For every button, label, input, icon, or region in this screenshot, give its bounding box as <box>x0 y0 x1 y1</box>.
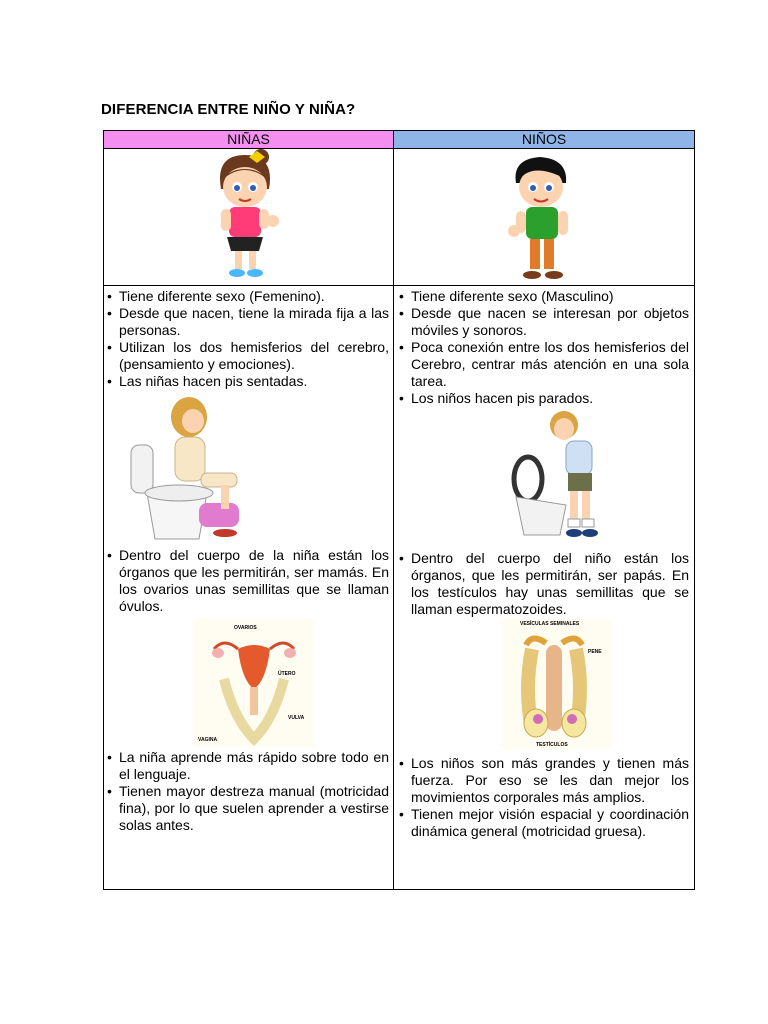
image-row-divider <box>104 285 694 286</box>
diagram-label-vulva: VULVA <box>288 715 305 721</box>
list-item: • Desde que nacen se interesan por objetos móviles y sonoros. <box>399 305 689 339</box>
diagram-label-ovaries: OVARIOS <box>234 625 257 631</box>
list-item: • Tienen mayor destreza manual (motricidad fina), por lo que suelen aprender a vestirse solas antes. <box>107 783 389 834</box>
list-item: • Tiene diferente sexo (Femenino). <box>107 288 389 305</box>
diagram-label-seminal-vesicles: VESÍCULAS SEMINALES <box>520 621 580 627</box>
comparison-table <box>103 130 695 890</box>
document-title: DIFERENCIA ENTRE NIÑO Y NIÑA? <box>101 101 356 118</box>
list-item: • Utilizan los dos hemisferios del cerebro, (pensamiento y emociones). <box>107 339 389 373</box>
girls-traits-block-1 <box>107 288 389 390</box>
girl-cartoon-illustration <box>199 149 295 285</box>
diagram-label-vagina: VAGINA <box>198 737 218 743</box>
list-item: • Los niños hacen pis parados. <box>399 390 689 407</box>
girls-traits-block-2 <box>107 547 389 615</box>
boy-cartoon-illustration <box>502 151 582 285</box>
list-item: • Tiene diferente sexo (Masculino) <box>399 288 689 305</box>
female-anatomy-diagram <box>194 619 314 747</box>
list-item: • Dentro del cuerpo del niño están los órganos, que les permitirán, ser papás. En los testículos hay unas semillitas que se llaman espermatozoides. <box>399 550 689 618</box>
column-divider <box>393 131 394 889</box>
boys-traits-block-3 <box>399 755 689 840</box>
list-item: • Poca conexión entre los dos hemisferios del Cerebro, centrar más atención en una sola tarea. <box>399 339 689 390</box>
list-item: • Los niños son más grandes y tienen más fuerza. Por eso se les dan mejor los movimientos corporales más amplios. <box>399 755 689 806</box>
girl-sitting-toilet-illustration <box>129 393 249 543</box>
diagram-label-penis: PENE <box>588 649 602 655</box>
girls-header: NIÑAS <box>104 131 393 148</box>
boys-traits-block-1 <box>399 288 689 407</box>
boy-standing-toilet-illustration <box>506 407 610 543</box>
boys-traits-block-2 <box>399 550 689 618</box>
diagram-label-testicles: TESTÍCULOS <box>536 742 568 748</box>
list-item: • La niña aprende más rápido sobre todo en el lenguaje. <box>107 749 389 783</box>
diagram-label-uterus: ÚTERO <box>278 671 296 677</box>
boys-header: NIÑOS <box>394 131 694 148</box>
male-anatomy-diagram <box>502 619 612 749</box>
header-divider <box>104 148 694 149</box>
list-item: • Desde que nacen, tiene la mirada fija a las personas. <box>107 305 389 339</box>
list-item: • Dentro del cuerpo de la niña están los órganos que les permitirán, ser mamás. En los ovarios unas semillitas que se llaman óvulos. <box>107 547 389 615</box>
girls-traits-block-3 <box>107 749 389 834</box>
list-item: • Las niñas hacen pis sentadas. <box>107 373 389 390</box>
list-item: • Tienen mejor visión espacial y coordinación dinámica general (motricidad gruesa). <box>399 806 689 840</box>
